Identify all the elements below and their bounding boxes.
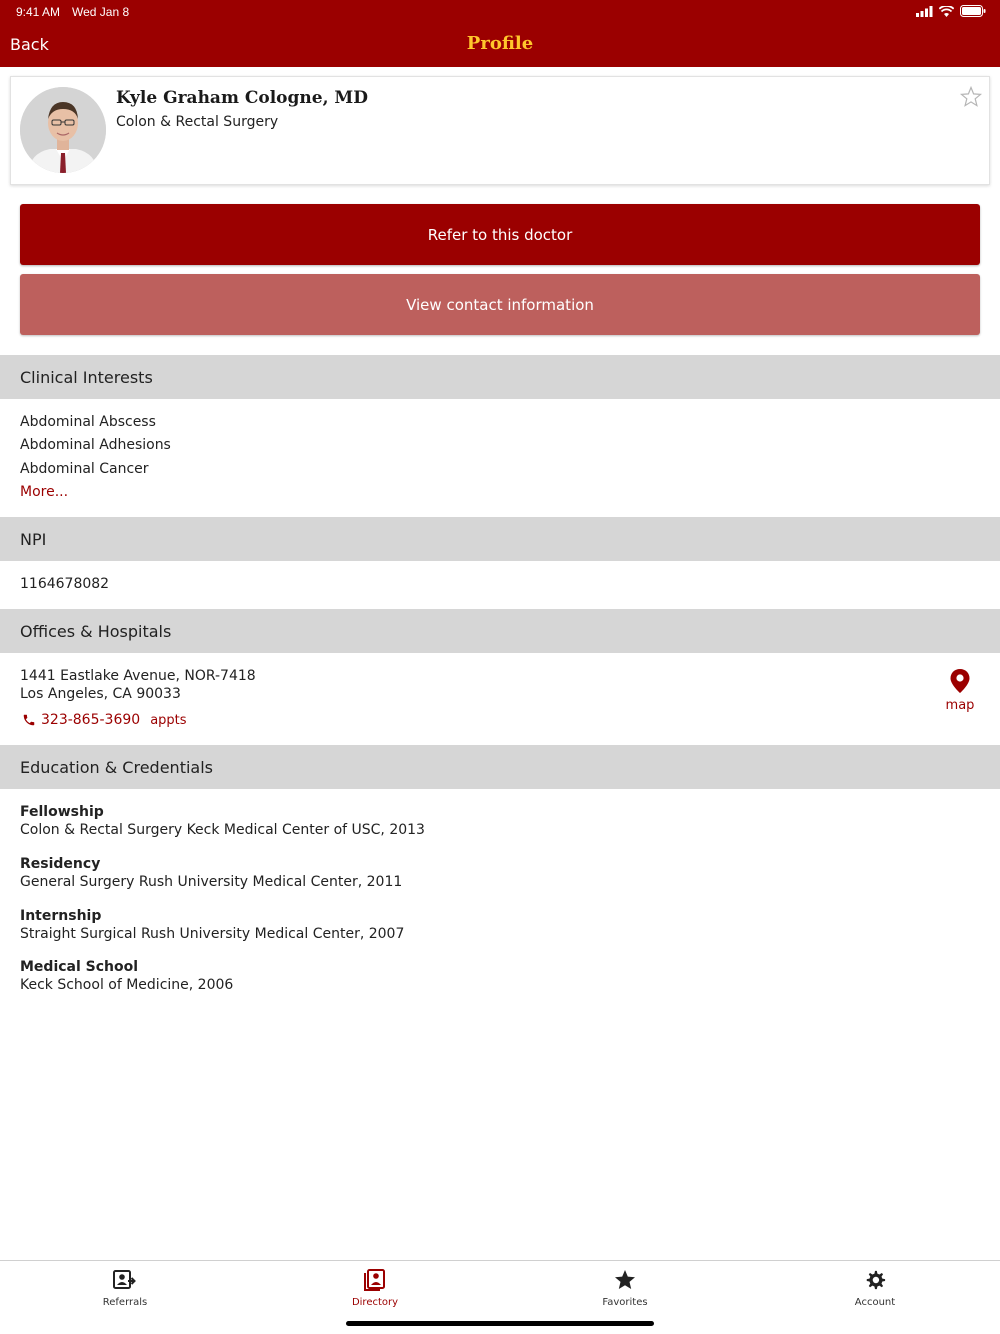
- section-header-clinical-interests: Clinical Interests: [0, 355, 1000, 399]
- more-link[interactable]: More...: [20, 484, 69, 500]
- phone-number[interactable]: 323-865-3690: [41, 712, 141, 728]
- tab-label: Favorites: [602, 1297, 648, 1308]
- page-title: Profile: [466, 33, 534, 54]
- education-title: Fellowship: [20, 804, 104, 820]
- refer-button[interactable]: Refer to this doctor: [20, 204, 980, 265]
- address-line-1: 1441 Eastlake Avenue, NOR-7418: [20, 668, 256, 684]
- section-header-npi: NPI: [0, 517, 1000, 561]
- address-line-2: Los Angeles, CA 90033: [20, 686, 181, 702]
- education-title: Residency: [20, 856, 101, 872]
- top-bar: [0, 0, 1000, 67]
- phone-icon: [22, 713, 36, 727]
- section-header-education: Education & Credentials: [0, 745, 1000, 789]
- star-outline-icon[interactable]: [959, 85, 983, 109]
- map-label: map: [945, 698, 975, 713]
- wifi-icon: [939, 6, 954, 17]
- tab-directory[interactable]: [315, 1269, 435, 1308]
- referrals-icon: [113, 1269, 137, 1291]
- tab-favorites[interactable]: [565, 1269, 685, 1308]
- education-detail: Keck School of Medicine, 2006: [20, 977, 234, 993]
- tab-label: Directory: [351, 1297, 399, 1308]
- phone-note: appts: [150, 712, 187, 728]
- education-title: Internship: [20, 908, 102, 924]
- status-date: Wed Jan 8: [72, 5, 130, 19]
- map-button[interactable]: [940, 668, 980, 713]
- doctor-name: Kyle Graham Cologne, MD: [116, 88, 368, 108]
- status-time: 9:41 AM: [16, 5, 61, 19]
- education-detail: Colon & Rectal Surgery Keck Medical Center of USC, 2013: [20, 822, 425, 838]
- education-detail: General Surgery Rush University Medical Center, 2011: [20, 874, 403, 890]
- back-button[interactable]: Back: [10, 35, 49, 54]
- signal-icon: [916, 6, 933, 17]
- list-item: Abdominal Adhesions: [20, 437, 171, 453]
- section-header-offices: Offices & Hospitals: [0, 609, 1000, 653]
- list-item: Abdominal Cancer: [20, 461, 149, 477]
- status-icons: [916, 5, 986, 17]
- phone-row[interactable]: [22, 712, 187, 728]
- tab-account[interactable]: [815, 1269, 935, 1308]
- tab-referrals[interactable]: [65, 1269, 185, 1308]
- view-contact-button[interactable]: View contact information: [20, 274, 980, 335]
- doctor-specialty: Colon & Rectal Surgery: [116, 114, 279, 130]
- education-title: Medical School: [20, 959, 139, 975]
- star-icon: [613, 1269, 637, 1291]
- npi-value: 1164678082: [20, 576, 110, 592]
- tab-label: Account: [854, 1297, 896, 1308]
- home-indicator: [346, 1321, 654, 1326]
- list-item: Abdominal Abscess: [20, 414, 156, 430]
- avatar: [20, 87, 106, 173]
- tab-label: Referrals: [102, 1297, 148, 1308]
- directory-icon: [363, 1269, 387, 1291]
- map-pin-icon: [949, 668, 971, 694]
- education-detail: Straight Surgical Rush University Medical Center, 2007: [20, 926, 405, 942]
- profile-card: [10, 76, 990, 185]
- battery-icon: [960, 5, 986, 17]
- gear-icon: [863, 1269, 887, 1291]
